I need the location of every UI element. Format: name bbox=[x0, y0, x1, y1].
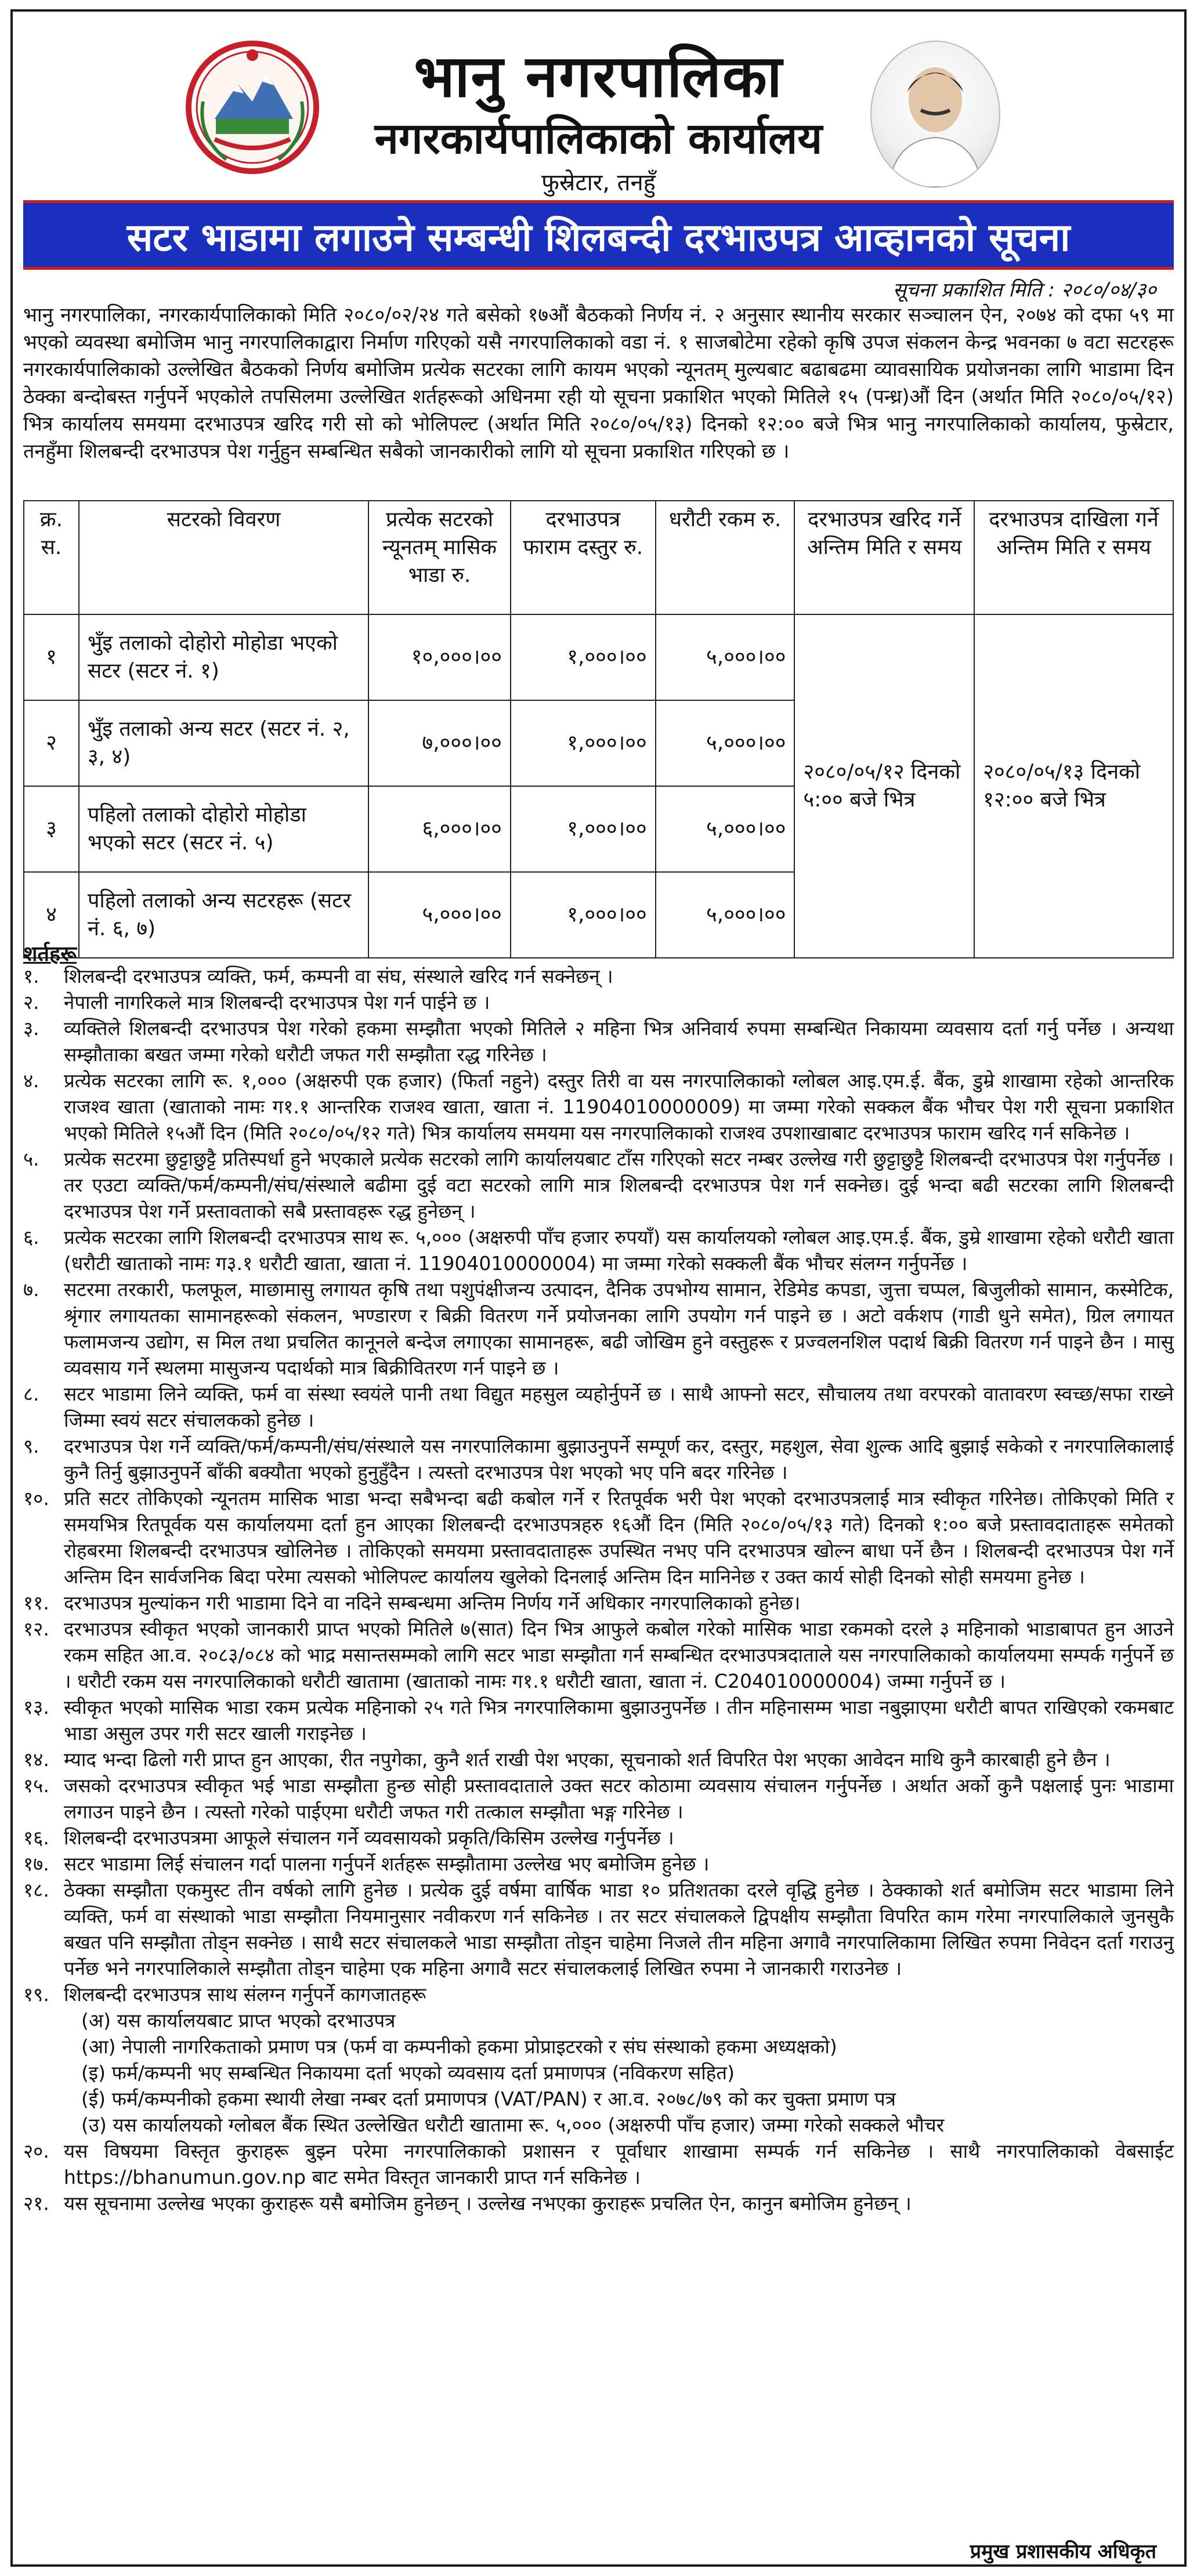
row-form-fee: १,०००।०० bbox=[511, 700, 656, 786]
term-item bbox=[23, 1694, 1174, 1746]
term-text: प्रत्येक सटरका लागि शिलबन्दी दरभाउपत्र साथ रू. ५,००० (अक्षरुपी पाँच हजार रुपयाँ) यस कार्यालयको ग्लोबल आइ.एम.ई. बैंक, डुम्रे शाखामा रहेको धरौटी खाता (धरौटी खाताको नामः ग३.१ धरौटी खाता, खाता नं. 11904010000004) मा जम्मा गरेको सक्कली बैंक भौचर संलग्न गर्नुपर्नेछ । bbox=[64, 1226, 1174, 1275]
term-item bbox=[23, 1224, 1174, 1276]
term-number: २. bbox=[23, 991, 39, 1014]
term-text: व्यक्तिले शिलबन्दी दरभाउपत्र पेश गरेको हकमा सम्झौता भएको मितिले २ महिना भित्र अनिवार्य रुपमा सम्बन्धित निकायमा व्यवसाय दर्ता गर्नु पर्नेछ । अन्यथा सम्झौताका बखत जम्मा गरेको धरौटी जफत गरी सम्झौता रद्ध गरिनेछ । bbox=[64, 1017, 1174, 1066]
notice-banner-title: सटर भाडामा लगाउने सम्बन्धी शिलबन्दी दरभाउपत्र आव्हानको सूचना bbox=[23, 200, 1174, 270]
term-item bbox=[23, 1015, 1174, 1068]
row-description: भुँइ तलाको अन्य सटर (सटर नं. २, ३, ४) bbox=[79, 700, 368, 786]
col-header-min-rent: प्रत्येक सटरको न्यूनतम् मासिक भाडा रु. bbox=[368, 501, 511, 614]
col-header-form-fee: दरभाउपत्र फाराम दस्तुर रु. bbox=[511, 501, 656, 614]
municipality-title: भानु नगरपालिका bbox=[414, 42, 783, 110]
term-item bbox=[23, 1146, 1174, 1224]
term-number: १०. bbox=[23, 1487, 49, 1510]
document-item: (अ) यस कार्यालयबाट प्राप्त भएको दरभाउपत्र bbox=[81, 2009, 396, 2032]
row-deposit: ५,०००।०० bbox=[656, 872, 795, 958]
table-row bbox=[24, 614, 1173, 700]
term-item bbox=[23, 2138, 1174, 2190]
term-number: ५. bbox=[23, 1148, 39, 1170]
row-sn: ३ bbox=[24, 786, 79, 872]
document-item: (उ) यस कार्यालयको ग्लोबल बैंक स्थित उल्लेखित धरौटी खातामा रू. ५,००० (अक्षरुपी पाँच हजार) जम्मा गरेको सक्कले भौचर bbox=[81, 2114, 945, 2136]
term-number: १३. bbox=[23, 1696, 49, 1718]
row-sn: २ bbox=[24, 700, 79, 786]
term-item bbox=[23, 1772, 1174, 1825]
document-item: (इ) फर्म/कम्पनी भए सम्बन्धित निकायमा दर्ता भएको व्यवसाय दर्ता प्रमाणपत्र (नविकरण सहित) bbox=[81, 2061, 735, 2084]
term-text: म्याद भन्दा ढिलो गरी प्राप्त हुन आएका, रीत नपुगेका, कुनै शर्त राखी पेश भएका, सूचनाको शर्त विपरित पेश भएका आवेदन माथि कुनै कारबाही हुने छैन । bbox=[64, 1748, 1111, 1771]
purchase-deadline-cell: २०८०/०५/१२ दिनको ५:०० बजे भित्र bbox=[794, 614, 974, 958]
term-text: प्रति सटर तोकिएको न्यूनतम मासिक भाडा भन्दा सबैभन्दा बढी कबोल गर्ने र रितपूर्वक भरी पेश भएको दरभाउपत्रलाई मात्र स्वीकृत गरिनेछ। तोकिएको मिति र समयभित्र रितपूर्वक यस कार्यालयमा दर्ता हुन आएका शिलबन्दी दरभाउपत्रहरु १६औं दिन (मिति २०८०/०५/१३ गते) दिनको १:०० बजे प्रस्तावदाताहरू समेतको रोहबरमा शिलबन्दी दरभाउपत्र खोलिनेछ । तोकिएको समयमा प्रस्तावदाताहरू उपस्थित नभए पनि दरभाउपत्र खोल्न बाधा पर्ने छैन । शिलबन्दी दरभाउपत्र पेश गर्ने अन्तिम दिन सार्वजनिक बिदा परेमा त्यसको भोलिपल्ट कार्यालय खुलेको दिनलाई अन्तिम दिन मानिनेछ र उक्त कार्य सोही दिनको सोही समयमा हुनेछ । bbox=[64, 1487, 1174, 1588]
document-item: (आ) नेपाली नागरिकताको प्रमाण पत्र (फर्म वा कम्पनीको हकमा प्रोप्राइटरको र संघ संस्थाको हकमा अध्यक्षको) bbox=[81, 2035, 837, 2058]
term-text: दरभाउपत्र स्वीकृत भएको जानकारी प्राप्त भएको मितिले ७(सात) दिन भित्र आफुले कबोल गरेको मासिक भाडा रकमको दरले ३ महिनाको भाडाबापत हुन आउने रकम सहित आ.व. २०८३/०८४ को भाद्र मसान्तसम्मको लागि सटर भाडा सम्झौता गर्न सम्बन्धित दरभाउपत्रदाताले यस नगरपालिकाको कार्यालयमा सम्पर्क गर्नुपर्ने छ । धरौटी रकम यस नगरपालिकाको धरौटी खातामा (खाताको नामः ग१.१ धरौटी खाता, खाता नं. C204010000004) जम्मा गर्नुपर्ने छ । bbox=[64, 1618, 1174, 1692]
term-text: यस विषयमा विस्तृत कुराहरू बुझ्न परेमा नगरपालिकाको प्रशासन र पूर्वाधार शाखामा सम्पर्क गर्न सकिनेछ । साथै नगरपालिकाको वेबसाईट https://bhanumun.gov.np बाट समेत विस्तृत जानकारी प्राप्त गर्न सकिनेछ । bbox=[64, 2140, 1174, 2188]
term-number: २०. bbox=[23, 2140, 49, 2162]
term-number: १९. bbox=[23, 1983, 49, 2006]
term-text: सटर भाडामा लिने व्यक्ति, फर्म वा संस्था स्वयंले पानी तथा विद्युत महसुल व्यहोर्नुपर्ने छ । साथै आफ्नो सटर, सौचालय तथा वरपरको वातावरण स्वच्छ/सफा राख्ने जिम्मा स्वयं सटर संचालकको हुनेछ । bbox=[64, 1383, 1174, 1431]
publish-date: सूचना प्रकाशित मिति : २०८०/०४/३० bbox=[892, 278, 1156, 302]
row-sn: ४ bbox=[24, 872, 79, 958]
term-item bbox=[23, 1433, 1174, 1485]
term-number: ४. bbox=[23, 1069, 39, 1092]
term-item bbox=[23, 1616, 1174, 1694]
term-number: ९. bbox=[23, 1435, 39, 1457]
required-documents-list bbox=[64, 2007, 1174, 2138]
col-header-description: सटरको विवरण bbox=[79, 501, 368, 614]
row-min-rent: ७,०००।०० bbox=[368, 700, 511, 786]
row-form-fee: १,०००।०० bbox=[511, 614, 656, 700]
term-number: ११. bbox=[23, 1591, 49, 1614]
term-text: शिलबन्दी दरभाउपत्र व्यक्ति, फर्म, कम्पनी वा संघ, संस्थाले खरिद गर्न सक्नेछन् । bbox=[64, 965, 613, 987]
col-header-sn: क्र. स. bbox=[24, 501, 79, 614]
term-item bbox=[23, 1981, 1174, 2138]
term-number: १८. bbox=[23, 1879, 49, 1901]
row-deposit: ५,०००।०० bbox=[656, 614, 795, 700]
term-item bbox=[23, 1068, 1174, 1146]
term-text: यस सूचनामा उल्लेख भएका कुराहरू यसै बमोजिम हुनेछन् । उल्लेख नभएका कुराहरू प्रचलित ऐन, कानुन बमोजिम हुनेछन् । bbox=[64, 2192, 912, 2215]
term-item bbox=[23, 1825, 1174, 1851]
term-text: सटरमा तरकारी, फलफूल, माछामासु लगायत कृषि तथा पशुपंक्षीजन्य उत्पादन, दैनिक उपभोग्य सामान, रेडिमेड कपडा, जुत्ता चप्पल, बिजुलीको सामान, कस्मेटिक, श्रृंगार लगायतका सामानहरूको संकलन, भण्डारण र बिक्री वितरण गर्ने प्रयोजनका लागि उपयोग गर्न पाइने छ । अटो वर्कशप (गाडी धुने समेत), ग्रिल लगायत फलामजन्य उद्योग, स मिल तथा प्रचलित कानूनले बन्देज लगाएका सामानहरू, बढी जोखिम हुने वस्तुहरू र प्रज्वलनशिल पदार्थ बिक्री वितरण गर्न पाइने छैन । मासु व्यवसाय गर्ने स्थलमा मासुजन्य पदार्थको मात्र बिक्रीवितरण गर्न पाइने छ । bbox=[64, 1278, 1174, 1379]
document-item: (ई) फर्म/कम्पनीको हकमा स्थायी लेखा नम्बर दर्ता प्रमाणपत्र (VAT/PAN) र आ.व. २०७८/७९ को कर चुक्ता प्रमाण पत्र bbox=[81, 2087, 896, 2110]
term-number: १. bbox=[23, 965, 39, 987]
term-text: प्रत्येक सटरका लागि रू. १,००० (अक्षरुपी एक हजार) (फिर्ता नहुने) दस्तुर तिरी वा यस नगरपालिकाको ग्लोबल आइ.एम.ई. बैंक, डुम्रे शाखामा रहेको आन्तरिक राजश्व खाता (खाताको नामः ग१.१ आन्तरिक राजश्व खाता, खाता नं. 11904010000009) मा जम्मा गरेको सक्कल बैंक भौचर पेश गरी सूचना प्रकाशित भएको मितिले १५औं दिन (मिति २०८०/०५/१२ गते) भित्र कार्यालय समयमा यस नगरपालिकाको राजश्व उपशाखाबाट दरभाउपत्र फाराम खरिद गर्न सकिनेछ । bbox=[64, 1069, 1174, 1144]
office-title: नगरकार्यपालिकाको कार्यालय bbox=[374, 114, 823, 164]
term-text: ठेक्का सम्झौता एकमुस्ट तीन वर्षको लागि हुनेछ । प्रत्येक दुई वर्षमा वार्षिक भाडा १० प्रतिशतका दरले वृद्धि हुनेछ । ठेक्काको शर्त बमोजिम सटर भाडामा लिने व्यक्ति, फर्म वा संस्थाको भाडा सम्झौता नियमानुसार नवीकरण गर्न सकिनेछ । तर सटर संचालकले द्विपक्षीय सम्झौता विपरित काम गरेमा नगरपालिकाले जुनसुकै बखत पनि सम्झौता तोड्न सक्नेछ । साथै सटर संचालकले भाडा सम्झौता तोड्न चाहेमा निजले तीन महिना अगावै नगरपालिकामा लिखित रुपमा निवेदन दर्ता गराउनु पर्नेछ भने नगरपालिकाले सम्झौता तोड्न चाहेमा एक महिना अगावै सटर संचालकलाई लिखित रुपमा ने जानकारी गराउनेछ । bbox=[64, 1879, 1174, 1980]
term-text: नेपाली नागरिकले मात्र शिलबन्दी दरभाउपत्र पेश गर्न पाईने छ । bbox=[64, 991, 490, 1014]
row-min-rent: ६,०००।०० bbox=[368, 786, 511, 872]
signatory-title: प्रमुख प्रशासकीय अधिकृत bbox=[970, 2540, 1156, 2563]
term-number: १६. bbox=[23, 1826, 49, 1849]
row-description: पहिलो तलाको अन्य सटरहरू (सटर नं. ६, ७) bbox=[79, 872, 368, 958]
term-text: सटर भाडामा लिई संचालन गर्दा पालना गर्नुपर्ने शर्तहरू सम्झौतामा उल्लेख भए बमोजिम हुनेछ । bbox=[64, 1853, 710, 1875]
row-min-rent: १०,०००।०० bbox=[368, 614, 511, 700]
term-item bbox=[23, 989, 1174, 1015]
term-text: जसको दरभाउपत्र स्वीकृत भई भाडा सम्झौता हुन्छ सोही प्रस्तावदाताले उक्त सटर कोठामा व्यवसाय संचालन गर्नुपर्नेछ । अर्थात अर्को कुनै पक्षलाई पुनः भाडामा लगाउन पाइने छैन । त्यस्तो गरेको पाईएमा धरौटी जफत गरी तत्काल सम्झौता भङ्ग गरिनेछ । bbox=[64, 1774, 1174, 1823]
intro-paragraph: भानु नगरपालिका, नगरकार्यपालिकाको मिति २०८०/०२/२४ गते बसेको १७औं बैठकको निर्णय नं. २ अनुसार स्थानीय सरकार सञ्चालन ऐन, २०७४ को दफा ५९ मा भएको व्यवस्था बमोजिम भानु नगरपालिकाद्वारा निर्माण गरिएको यसै नगरपालिकाको वडा नं. १ साजबोटेमा रहेको कृषि उपज संकलन केन्द्र भवनका ७ वटा सटरहरू नगरकार्यपालिकाको उल्लेखित बैठकको निर्णय बमोजिम प्रत्येक सटरका लागि कायम भएको न्यूनतम् मुल्यबाट बढाबढमा व्यावसायिक प्रयोजनका लागि भाडामा दिन ठेक्का बन्दोबस्त गर्नुपर्ने भएकोले तपसिलमा उल्लेखित शर्तहरूको अधिनमा रही यो सूचना प्रकाशित भएको मितिले १५ (पन्ध्र)औं दिन (अर्थात मिति २०८०/०५/१२) भित्र कार्यालय समयमा दरभाउपत्र खरिद गरी सो को भोलिपल्ट (अर्थात मिति २०८०/०५/१३) दिनको १२:०० बजे भित्र भानु नगरपालिकाको कार्यालय, फुस्रेटार, तनहुँमा शिलबन्दी दरभाउपत्र पेश गर्नुहुन सम्बन्धित सबैको जानकारीको लागि यो सूचना प्रकाशित गरिएको छ । bbox=[23, 303, 1174, 463]
term-number: ३. bbox=[23, 1017, 39, 1040]
term-number: १५. bbox=[23, 1774, 49, 1797]
term-item bbox=[23, 1485, 1174, 1590]
term-number: २१. bbox=[23, 2192, 49, 2215]
row-description: पहिलो तलाको दोहोरो मोहोडा भएको सटर (सटर नं. ५) bbox=[79, 786, 368, 872]
term-text: स्वीकृत भएको मासिक भाडा रकम प्रत्येक महिनाको २५ गते भित्र नगरपालिकामा बुझाउनुपर्नेछ । तीन महिनासम्म भाडा नबुझाएमा धरौटी बापत राखिएको रकमबाट भाडा असुल उपर गरी सटर खाली गराइनेछ । bbox=[64, 1696, 1174, 1745]
term-text: प्रत्येक सटरमा छुट्टाछुट्टै प्रतिस्पर्धा हुने भएकाले प्रत्येक सटरको लागि कार्यालयबाट टाँस गरिएको सटर नम्बर उल्लेख गरी छुट्टाछुट्टै शिलबन्दी दरभाउपत्र पेश गर्नुपर्नेछ । तर एउटा व्यक्ति/फर्म/कम्पनी/संघ/संस्थाले बढीमा दुई वटा सटरको लागि मात्र शिलबन्दी दरभाउपत्र पेश गर्न सक्नेछ। दुई भन्दा बढी सटरका लागि शिलबन्दी दरभाउपत्र पेश गर्ने प्रस्तावताको सबै प्रस्तावहरू रद्ध हुनेछन् । bbox=[64, 1148, 1174, 1222]
shutter-bid-table bbox=[23, 500, 1174, 958]
term-number: १४. bbox=[23, 1748, 49, 1771]
term-item bbox=[23, 1746, 1174, 1772]
office-address: फुस्रेटार, तनहुँ bbox=[541, 169, 656, 196]
row-min-rent: ५,०००।०० bbox=[368, 872, 511, 958]
table-header-row bbox=[24, 501, 1173, 614]
term-item bbox=[23, 1877, 1174, 1981]
row-form-fee: १,०००।०० bbox=[511, 786, 656, 872]
term-item bbox=[23, 1276, 1174, 1381]
term-text: दरभाउपत्र पेश गर्ने व्यक्ति/फर्म/कम्पनी/संघ/संस्थाले यस नगरपालिकामा बुझाउनुपर्ने सम्पूर्ण कर, दस्तुर, महशुल, सेवा शुल्क आदि बुझाई सकेको र नगरपालिकालाई कुनै तिर्नु बुझाउनुपर्ने बाँकी बक्यौता भएको हुनुहुँदैन । त्यस्तो दरभाउपत्र पेश भएको भए पनि बदर गरिनेछ । bbox=[64, 1435, 1174, 1484]
term-number: ७. bbox=[23, 1278, 39, 1301]
col-header-deposit: धरौटी रकम रु. bbox=[656, 501, 795, 614]
term-item bbox=[23, 963, 1174, 989]
terms-heading: शर्तहरू bbox=[23, 942, 77, 966]
row-deposit: ५,०००।०० bbox=[656, 786, 795, 872]
term-number: ६. bbox=[23, 1226, 39, 1249]
row-form-fee: १,०००।०० bbox=[511, 872, 656, 958]
col-header-submit-deadline: दरभाउपत्र दाखिला गर्ने अन्तिम मिति र समय bbox=[974, 501, 1173, 614]
row-sn: १ bbox=[24, 614, 79, 700]
term-text: शिलबन्दी दरभाउपत्र साथ संलग्न गर्नुपर्ने कागजातहरू bbox=[64, 1983, 426, 2006]
term-text: शिलबन्दी दरभाउपत्रमा आफूले संचालन गर्ने व्यवसायको प्रकृति/किसिम उल्लेख गर्नुपर्नेछ । bbox=[64, 1826, 674, 1849]
col-header-purchase-deadline: दरभाउपत्र खरिद गर्ने अन्तिम मिति र समय bbox=[794, 501, 974, 614]
row-description: भुँइ तलाको दोहोरो मोहोडा भएको सटर (सटर नं. १) bbox=[79, 614, 368, 700]
term-number: ८. bbox=[23, 1383, 39, 1405]
submit-deadline-cell: २०८०/०५/१३ दिनको १२:०० बजे भित्र bbox=[974, 614, 1173, 958]
term-item bbox=[23, 2190, 1174, 2216]
term-number: १७. bbox=[23, 1853, 49, 1875]
terms-list bbox=[23, 963, 1174, 2216]
term-item bbox=[23, 1851, 1174, 1877]
term-number: १२. bbox=[23, 1618, 49, 1640]
row-deposit: ५,०००।०० bbox=[656, 700, 795, 786]
term-text: दरभाउपत्र मुल्यांकन गरी भाडामा दिने वा नदिने सम्बन्धमा अन्तिम निर्णय गर्ने अधिकार नगरपालिकाको हुनेछ। bbox=[64, 1591, 801, 1614]
term-item bbox=[23, 1381, 1174, 1433]
term-item bbox=[23, 1590, 1174, 1616]
